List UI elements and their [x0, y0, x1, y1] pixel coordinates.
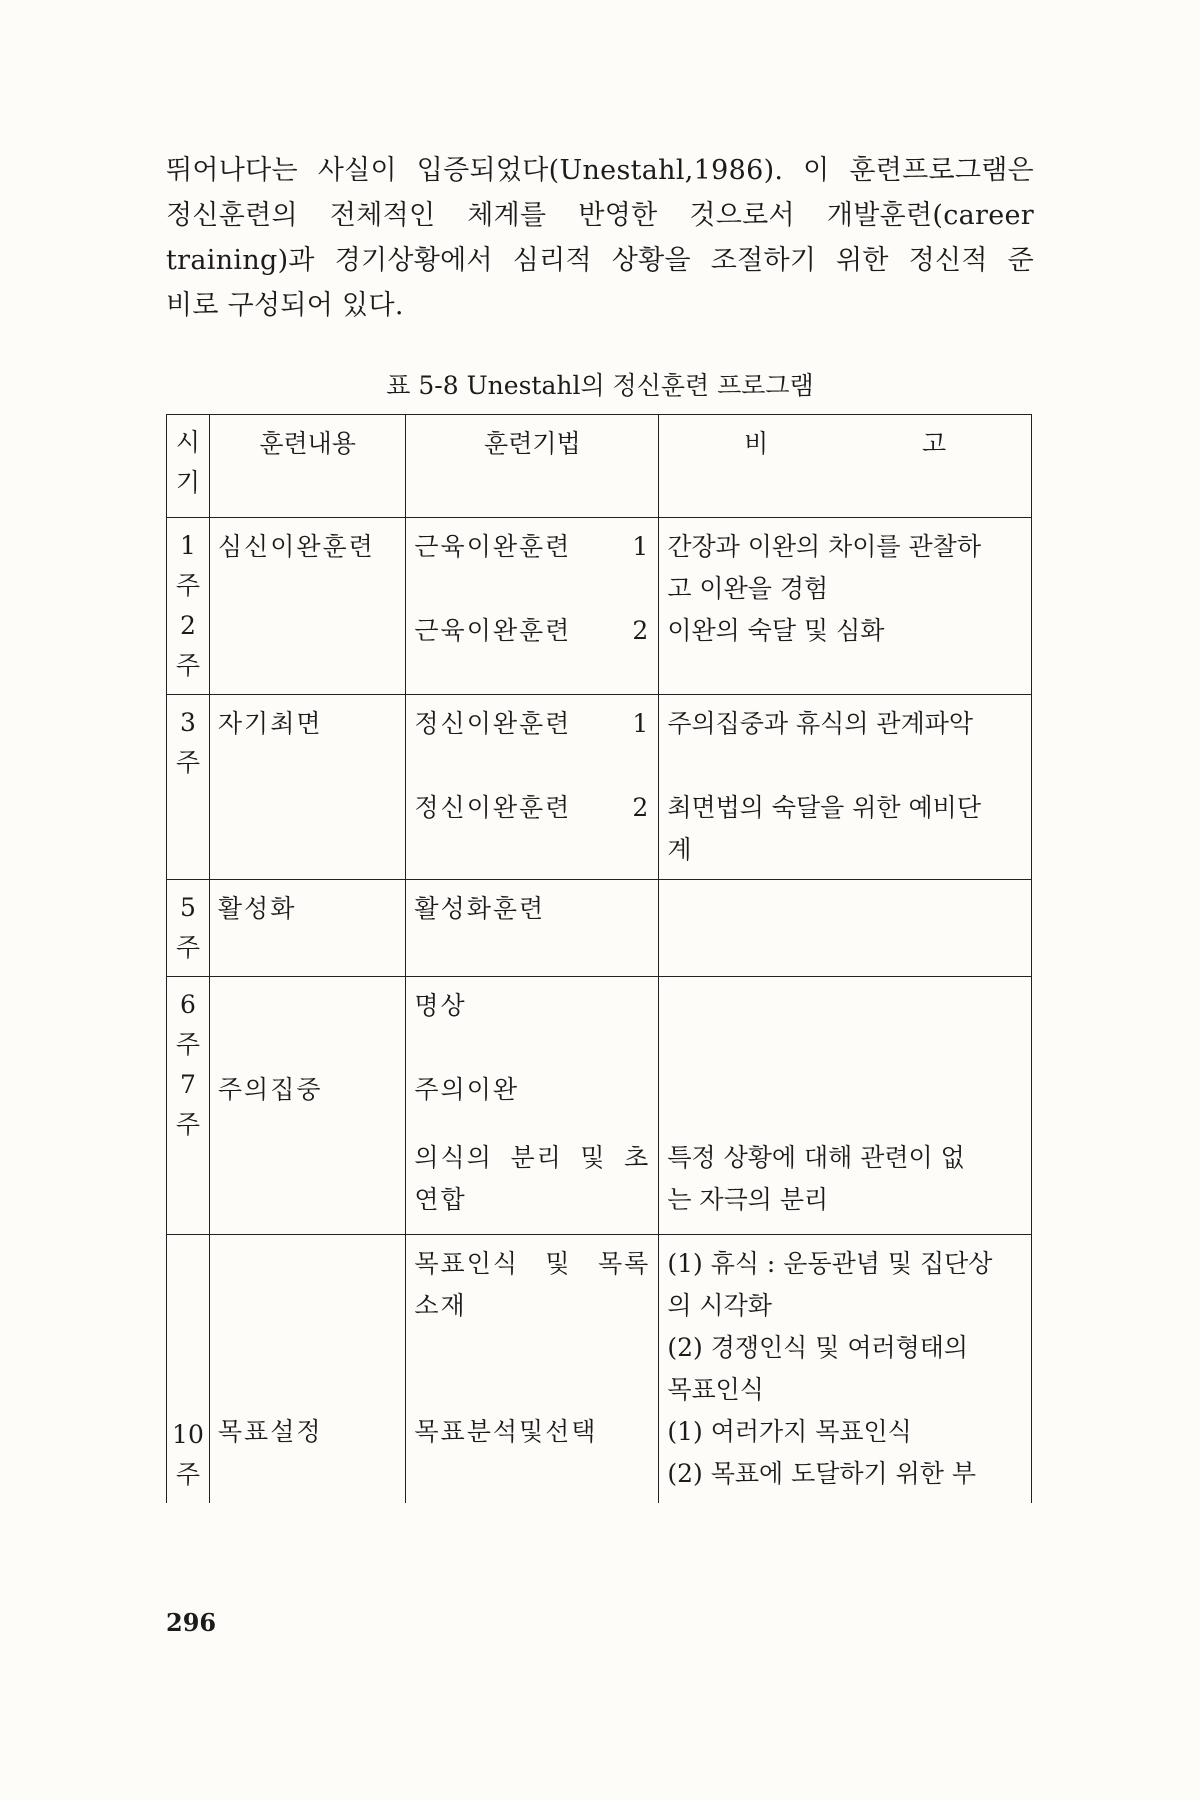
table-row: [167, 880, 1032, 977]
row-techniques: [406, 518, 659, 695]
period-char: 주: [175, 933, 201, 962]
row-content: [209, 977, 405, 1235]
row-period: [167, 880, 210, 977]
content-text: 자기최면: [217, 709, 323, 738]
remark-text: 고 이완을 경험: [667, 574, 829, 603]
row-content: [209, 695, 405, 880]
row-remarks: [659, 977, 1032, 1235]
row-techniques: [406, 880, 659, 977]
period-char: 주: [175, 1110, 201, 1139]
row-period: [167, 518, 210, 695]
table-row: [167, 977, 1032, 1235]
content-text: 활성화: [217, 894, 297, 923]
period-char: 주: [175, 1030, 201, 1059]
content-text: 심신이완훈련: [217, 532, 375, 561]
period-char: 10: [172, 1420, 204, 1449]
row-remarks: [659, 518, 1032, 695]
period-char: 1: [180, 531, 196, 560]
remark-text: 계: [667, 835, 692, 864]
technique-text: 목표인식 및 목록: [414, 1249, 651, 1278]
technique-text: 연합: [414, 1185, 467, 1214]
paragraph-line: training)과 경기상황에서 심리적 상황을 조절하기 위한 정신적 준: [166, 245, 1034, 276]
body-paragraph: [166, 148, 1034, 328]
technique-text: 근육이완훈련 1: [414, 532, 651, 561]
header-content: 훈련내용: [209, 415, 405, 518]
technique-text: 근육이완훈련 2: [414, 616, 651, 645]
technique-text: 목표분석및선택: [414, 1417, 598, 1446]
row-content: [209, 880, 405, 977]
row-techniques: [406, 977, 659, 1235]
row-remarks: [659, 880, 1032, 977]
period-char: 주: [175, 571, 201, 600]
table-row: [167, 1235, 1032, 1504]
row-content: [209, 1235, 405, 1504]
period-char: 주: [175, 651, 201, 680]
remark-text: 의 시각화: [667, 1291, 772, 1320]
header-period: [167, 415, 210, 518]
header-remarks-char: 비: [744, 429, 769, 458]
remark-text: 간장과 이완의 차이를 관찰하: [667, 532, 981, 561]
remark-text: (1) 휴식 : 운동관념 및 집단상: [667, 1249, 993, 1278]
technique-text: 주의이완: [414, 1075, 519, 1104]
technique-text: 명상: [414, 991, 467, 1020]
technique-text: 의식의 분리 및 초: [414, 1143, 651, 1172]
row-period: [167, 1235, 210, 1504]
row-remarks: [659, 1235, 1032, 1504]
table-header-row: [167, 415, 1032, 518]
header-period-char: 시: [175, 428, 201, 457]
remark-text: (2) 목표에 도달하기 위한 부: [667, 1459, 977, 1488]
header-remarks: [659, 415, 1032, 518]
period-char: 6: [180, 990, 196, 1019]
content-text: 주의집중: [217, 1075, 323, 1104]
period-char: 주: [175, 1460, 201, 1489]
period-char: 2: [180, 611, 196, 640]
period-char: 7: [180, 1070, 196, 1099]
remark-text: 목표인식: [667, 1375, 764, 1404]
remark-text: (1) 여러가지 목표인식: [667, 1417, 912, 1446]
remark-text: 주의집중과 휴식의 관계파악: [667, 709, 974, 738]
technique-text: 정신이완훈련 2: [414, 793, 651, 822]
row-techniques: [406, 1235, 659, 1504]
header-remarks-char: 고: [921, 429, 947, 458]
technique-text: 정신이완훈련 1: [414, 709, 651, 738]
remark-text: 는 자극의 분리: [667, 1185, 829, 1214]
training-program-table: [166, 414, 1032, 1503]
table-caption: 표 5-8 Unestahl의 정신훈련 프로그램: [386, 371, 814, 400]
paragraph-line: 비로 구성되어 있다.: [166, 290, 404, 321]
technique-text: 활성화훈련: [414, 894, 546, 923]
header-period-char: 기: [175, 468, 201, 497]
header-technique: 훈련기법: [406, 415, 659, 518]
page-number: 296: [166, 1608, 217, 1637]
remark-text: 이완의 숙달 및 심화: [667, 616, 885, 645]
remark-text: 특정 상황에 대해 관련이 없: [667, 1143, 965, 1172]
content-text: 목표설정: [217, 1417, 323, 1446]
period-char: 주: [175, 748, 201, 777]
period-char: 3: [180, 708, 196, 737]
row-techniques: [406, 695, 659, 880]
remark-text: (2) 경쟁인식 및 여러형태의: [667, 1333, 969, 1362]
row-period: [167, 977, 210, 1235]
remark-text: 최면법의 숙달을 위한 예비단: [667, 793, 981, 822]
paragraph-line: 뛰어나다는 사실이 입증되었다(Unestahl,1986). 이 훈련프로그램은: [166, 155, 1034, 186]
row-remarks: [659, 695, 1032, 880]
paragraph-line: 정신훈련의 전체적인 체계를 반영한 것으로서 개발훈련(career: [166, 200, 1034, 231]
row-content: [209, 518, 405, 695]
table-row: [167, 518, 1032, 695]
period-char: 5: [180, 893, 196, 922]
row-period: [167, 695, 210, 880]
table-row: [167, 695, 1032, 880]
technique-text: 소재: [414, 1291, 467, 1320]
